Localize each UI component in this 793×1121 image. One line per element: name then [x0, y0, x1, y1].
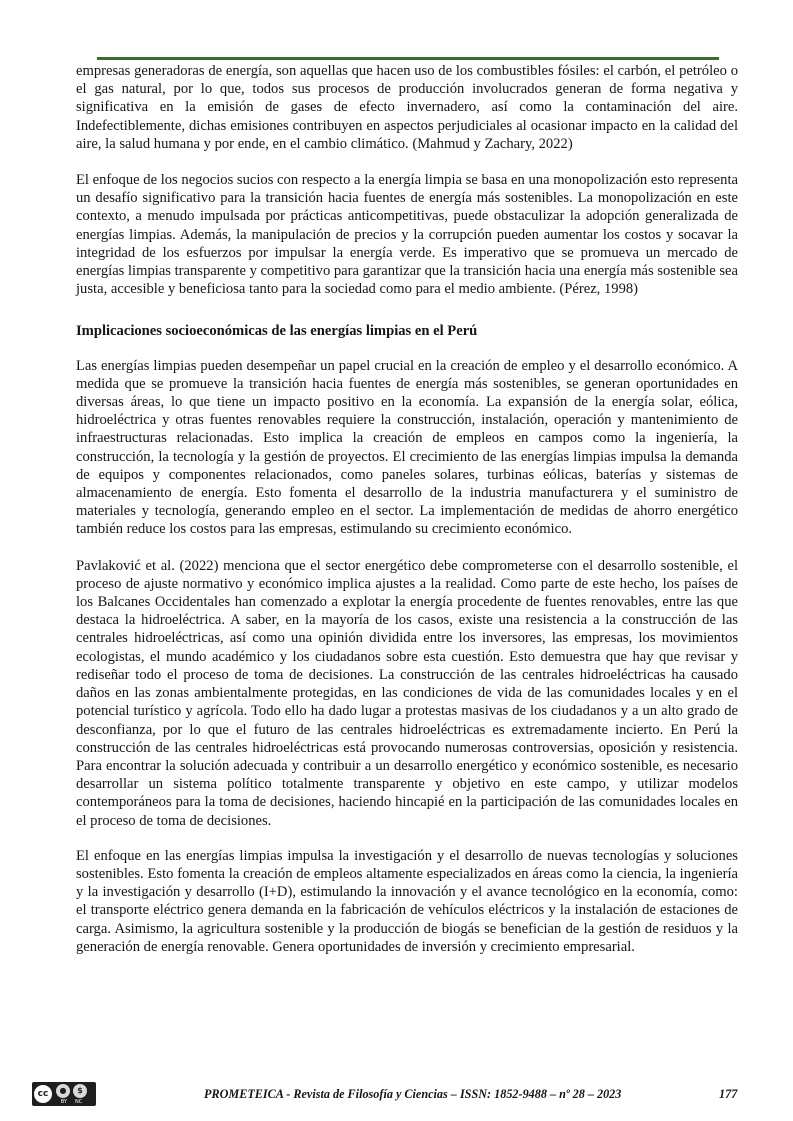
- header-rule: [97, 57, 719, 60]
- cc-by-label: BY: [60, 1098, 67, 1105]
- page-number: 177: [719, 1087, 738, 1101]
- page-footer: [0, 1080, 793, 1110]
- section-heading: Implicaciones socioeconómicas de las energías limpias en el Perú: [76, 323, 478, 340]
- body-paragraph-1: empresas generadoras de energía, son aquellas que hacen uso de los combustibles fósiles: el carbón, el petróleo o el gas natural, por lo que, todos sus procesos de producción involucrados generan de forma negativa y significativa en la emisión de gases de efecto invernadero, así como la contaminación del aire. Indefectiblemente, dichas emisiones contribuyen en aspectos perjudiciales al ocasionar impacto en la calidad del aire, la salud humana y por ende, en el cambio climático. (Mahmud y Zachary, 2022): [76, 63, 738, 152]
- article-body: [76, 62, 738, 956]
- body-paragraph-5: El enfoque en las energías limpias impulsa la investigación y el desarrollo de nuevas tecnologías y soluciones sostenibles. Esto fomenta la creación de empleos altamente especializados en áreas como la ciencia, la ingeniería y la investigación y desarrollo (I+D), estimulando la innovación y el avance tecnológico en la economía, como: el transporte eléctrico genera demanda en la fabricación de vehículos eléctricos y la instalación de estaciones de carga. Asimismo, la agricultura sostenible y la producción de biogás se benefician de la gestión de residuos y la generación de energía renovable. Genera oportunidades de inversión y crecimiento empresarial.: [76, 847, 738, 955]
- creative-commons-by-nc-icon[interactable]: [32, 1082, 96, 1106]
- cc-attribution-group: [56, 1084, 87, 1105]
- journal-citation: PROMETEICA - Revista de Filosofía y Ciencias – ISSN: 1852-9488 – nº 28 – 2023: [204, 1087, 622, 1101]
- attribution-person-icon: ●: [56, 1084, 70, 1098]
- body-paragraph-3: Las energías limpias pueden desempeñar un papel crucial en la creación de empleo y el desarrollo económico. A medida que se promueve la transición hacia fuentes de energía más sostenibles, se generan oportunidades en diversas áreas, lo que tiene un impacto positivo en la economía. La expansión de la energía solar, eólica, hidroeléctrica y otras fuentes renovables requiere la construcción, instalación, operación y mantenimiento de infraestructuras relacionadas. Esto implica la creación de empleos en campos como la ingeniería, la construcción, la tecnología y la gestión de proyectos. El crecimiento de las energías limpias impulsa la demanda de equipos y componentes relacionados, como paneles solares, turbinas eólicas, baterías y sistemas de almacenamiento de energía. Esto fomenta el desarrollo de la industria manufacturera y el suministro de materiales y tecnología, generando empleo en el sector. La implementación de medidas de ahorro energético también reduce los costos para las empresas, estimulando su crecimiento económico.: [76, 357, 738, 538]
- body-paragraph-4: Pavlaković et al. (2022) menciona que el sector energético debe comprometerse con el desarrollo sostenible, el proceso de ajuste normativo y económico implica ajustes a la realidad. Como parte de este hecho, los países de los Balcanes Occidentales han comenzado a explotar la energía procedente de fuentes renovables, entre las que destaca la hidroeléctrica. A saber, en la mayoría de los casos, existe una resistencia a la construcción de las centrales hidroeléctricas, así como una opinión dividida entre los inversores, las empresas, los movimientos ecologistas, el mundo académico y los ciudadanos sobre esta cuestión. Esto demuestra que hay que revisar y rediseñar todo el proceso de toma de decisiones. La construcción de las centrales hidroeléctricas ha causado daños en las zonas ambientalmente protegidas, en las condiciones de vida de las comunidades locales y en el potencial turístico y agrícola. Todo ello ha dado lugar a protestas masivas de los ciudadanos y a un alto grado de desconfianza, por lo que el futuro de las centrales hidroeléctricas es extremadamente incierto. En Perú la construcción de las centrales hidroeléctricas está provocando numerosas controversias, oposición y resistencia. Para encontrar la solución adecuada y contribuir a un desarrollo energético y económico sostenible, es necesario desarrollar un sistema político totalmente transparente y objetivo en este campo, y utilizar modelos contemporáneos para la toma de decisiones, haciendo hincapié en la participación de las comunidades locales en el proceso de toma de decisiones.: [76, 557, 738, 829]
- noncommercial-dollar-icon: $: [73, 1084, 87, 1098]
- cc-logo-icon: [34, 1085, 52, 1103]
- cc-logo-text: cc: [37, 1089, 49, 1099]
- body-paragraph-2: El enfoque de los negocios sucios con respecto a la energía limpia se basa en una monopolización esto representa un desafío significativo para la transición hacia fuentes de energía más sostenibles. La monopolización en este contexto, a menudo impulsada por prácticas anticompetitivas, puede obstaculizar la adopción generalizada de energías limpias. Además, la manipulación de precios y la corrupción pueden aumentar los costos y socavar la integridad de los esfuerzos por impulsar la energía verde. Es imperativo que se promueva un mercado de energías limpias transparente y competitivo para garantizar que la transición hacia una energía más sostenible sea justa, accesible y beneficiosa tanto para la sociedad como para el medio ambiente. (Pérez, 1998): [76, 172, 739, 298]
- cc-nc-label: NC: [74, 1098, 83, 1105]
